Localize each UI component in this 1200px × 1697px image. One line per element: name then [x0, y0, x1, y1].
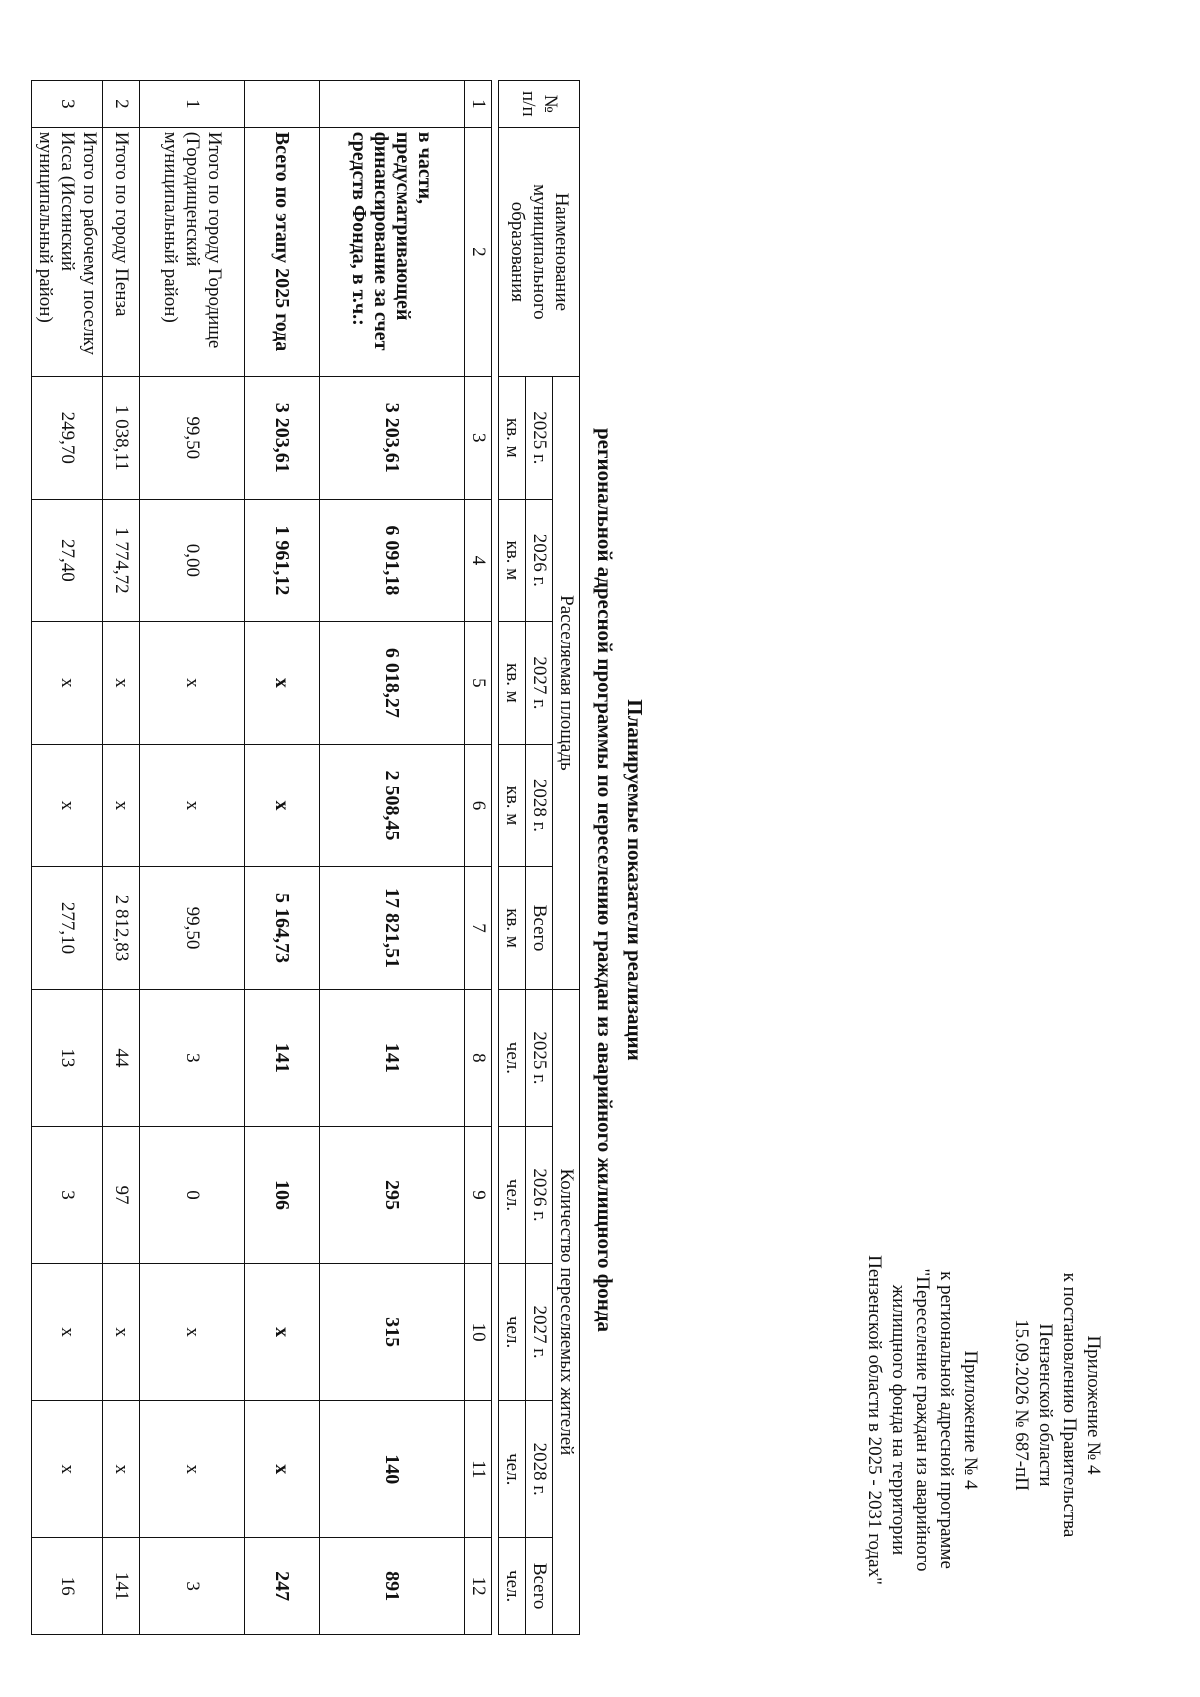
table-row: [103, 81, 140, 1635]
column-number: 2: [465, 127, 492, 376]
people-value: 141: [245, 989, 320, 1126]
area-value: 5 164,73: [245, 867, 320, 990]
area-value: x: [140, 744, 245, 867]
area-value: 3 203,61: [245, 377, 320, 500]
people-value: 3: [32, 1126, 103, 1263]
column-number: 6: [465, 744, 492, 867]
decree-line: Приложение № 4: [1083, 1335, 1104, 1475]
year-header: 2027 г.: [526, 1264, 553, 1401]
year-header: 2028 г.: [526, 744, 553, 867]
program-line: жилищного фонда на территории: [888, 1284, 909, 1556]
people-value: x: [245, 1264, 320, 1401]
unit-header: кв. м: [499, 622, 526, 745]
header-row-groups: [553, 81, 580, 1635]
people-group-header: Количество переселяемых жителей: [553, 989, 580, 1634]
area-value: 0,00: [140, 499, 245, 622]
area-value: 2 508,45: [320, 744, 465, 867]
municipality-name: Всего по этапу 2025 года: [245, 127, 320, 376]
area-value: x: [103, 622, 140, 745]
people-value: 97: [103, 1126, 140, 1263]
area-value: x: [32, 744, 103, 867]
decree-line: 15.09.2026 № 687-пП: [1011, 1319, 1032, 1491]
area-value: 17 821,51: [320, 867, 465, 990]
column-number: 9: [465, 1126, 492, 1263]
year-header: 2025 г.: [526, 377, 553, 500]
column-number: 4: [465, 499, 492, 622]
area-value: 1 961,12: [245, 499, 320, 622]
municipality-name: Итого по городу Пенза: [103, 127, 140, 376]
area-value: 27,40: [32, 499, 103, 622]
column-number: 5: [465, 622, 492, 745]
year-header: 2027 г.: [526, 622, 553, 745]
area-value: x: [103, 744, 140, 867]
municipality-name: Итого по рабочему поселку Исса (Иссинский муниципальный район): [32, 127, 103, 376]
unit-header: кв. м: [499, 377, 526, 500]
people-value: 140: [320, 1401, 465, 1538]
area-value: 1 774,72: [103, 499, 140, 622]
col-name-header: Наименование муниципального образования: [499, 127, 580, 376]
program-line: Пензенской области в 2025 - 2031 годах": [864, 1255, 885, 1585]
area-value: 6 018,27: [320, 622, 465, 745]
decree-header: [1009, 1240, 1105, 1570]
year-header: 2026 г.: [526, 1126, 553, 1263]
table-row: [245, 81, 320, 1635]
municipality-name: в части, предусматривающей финансирование за счет средств Фонда, в т.ч.:: [320, 127, 465, 376]
decree-line: Пензенской области: [1035, 1323, 1056, 1487]
unit-header: чел.: [499, 1538, 526, 1635]
people-value: 295: [320, 1126, 465, 1263]
column-number-row: [465, 81, 492, 1635]
unit-header: чел.: [499, 1264, 526, 1401]
unit-header: чел.: [499, 1126, 526, 1263]
gap-cell: [492, 81, 499, 1635]
people-value: x: [140, 1401, 245, 1538]
people-value: 16: [32, 1538, 103, 1635]
unit-header: кв. м: [499, 867, 526, 990]
area-value: x: [140, 622, 245, 745]
people-value: 106: [245, 1126, 320, 1263]
people-value: x: [103, 1401, 140, 1538]
year-header: 2026 г.: [526, 499, 553, 622]
document-title: Планируемые показатели реализации: [623, 699, 647, 1061]
people-value: x: [32, 1401, 103, 1538]
row-number: [320, 81, 465, 128]
municipality-name: Итого по городу Городище (Городищенский муниципальный район): [140, 127, 245, 376]
row-number: 2: [103, 81, 140, 128]
program-line: Приложение № 4: [960, 1350, 981, 1490]
area-value: x: [245, 744, 320, 867]
people-value: 315: [320, 1264, 465, 1401]
table-row: [140, 81, 245, 1635]
document-subtitle: региональной адресной программы по переселению граждан из аварийного жилищного фонда: [593, 427, 617, 1332]
people-value: x: [245, 1401, 320, 1538]
people-value: x: [32, 1264, 103, 1401]
area-value: 2 812,83: [103, 867, 140, 990]
unit-header: кв. м: [499, 499, 526, 622]
unit-header: чел.: [499, 1401, 526, 1538]
people-value: 891: [320, 1538, 465, 1635]
column-number: 10: [465, 1264, 492, 1401]
table-row: [320, 81, 465, 1635]
year-header: 2025 г.: [526, 989, 553, 1126]
year-header: Всего: [526, 1538, 553, 1635]
people-value: x: [140, 1264, 245, 1401]
unit-header: кв. м: [499, 744, 526, 867]
program-line: к региональной адресной программе: [936, 1271, 957, 1569]
people-value: 44: [103, 989, 140, 1126]
area-value: 3 203,61: [320, 377, 465, 500]
area-value: 249,70: [32, 377, 103, 500]
people-value: 141: [320, 989, 465, 1126]
decree-line: к постановлению Правительства: [1059, 1272, 1080, 1538]
column-number: 3: [465, 377, 492, 500]
header-gap: [492, 81, 499, 1635]
col-num-header: № п/п: [499, 81, 580, 128]
indicators-table: [31, 80, 580, 1635]
program-line: "Переселение граждан из аварийного: [912, 1268, 933, 1572]
people-value: x: [103, 1264, 140, 1401]
year-header: Всего: [526, 867, 553, 990]
people-value: 0: [140, 1126, 245, 1263]
area-value: x: [32, 622, 103, 745]
column-number: 1: [465, 81, 492, 128]
people-value: 3: [140, 989, 245, 1126]
area-value: x: [245, 622, 320, 745]
row-number: 1: [140, 81, 245, 128]
table-row: [32, 81, 103, 1635]
people-value: 3: [140, 1538, 245, 1635]
year-header: 2028 г.: [526, 1401, 553, 1538]
area-value: 99,50: [140, 867, 245, 990]
area-value: 6 091,18: [320, 499, 465, 622]
row-number: [245, 81, 320, 128]
people-value: 13: [32, 989, 103, 1126]
area-group-header: Расселяемая площадь: [553, 377, 580, 990]
people-value: 141: [103, 1538, 140, 1635]
column-number: 7: [465, 867, 492, 990]
column-number: 8: [465, 989, 492, 1126]
column-number: 12: [465, 1538, 492, 1635]
area-value: 277,10: [32, 867, 103, 990]
unit-header: чел.: [499, 989, 526, 1126]
column-number: 11: [465, 1401, 492, 1538]
program-header: [862, 1190, 982, 1650]
people-value: 247: [245, 1538, 320, 1635]
row-number: 3: [32, 81, 103, 128]
area-value: 99,50: [140, 377, 245, 500]
area-value: 1 038,11: [103, 377, 140, 500]
